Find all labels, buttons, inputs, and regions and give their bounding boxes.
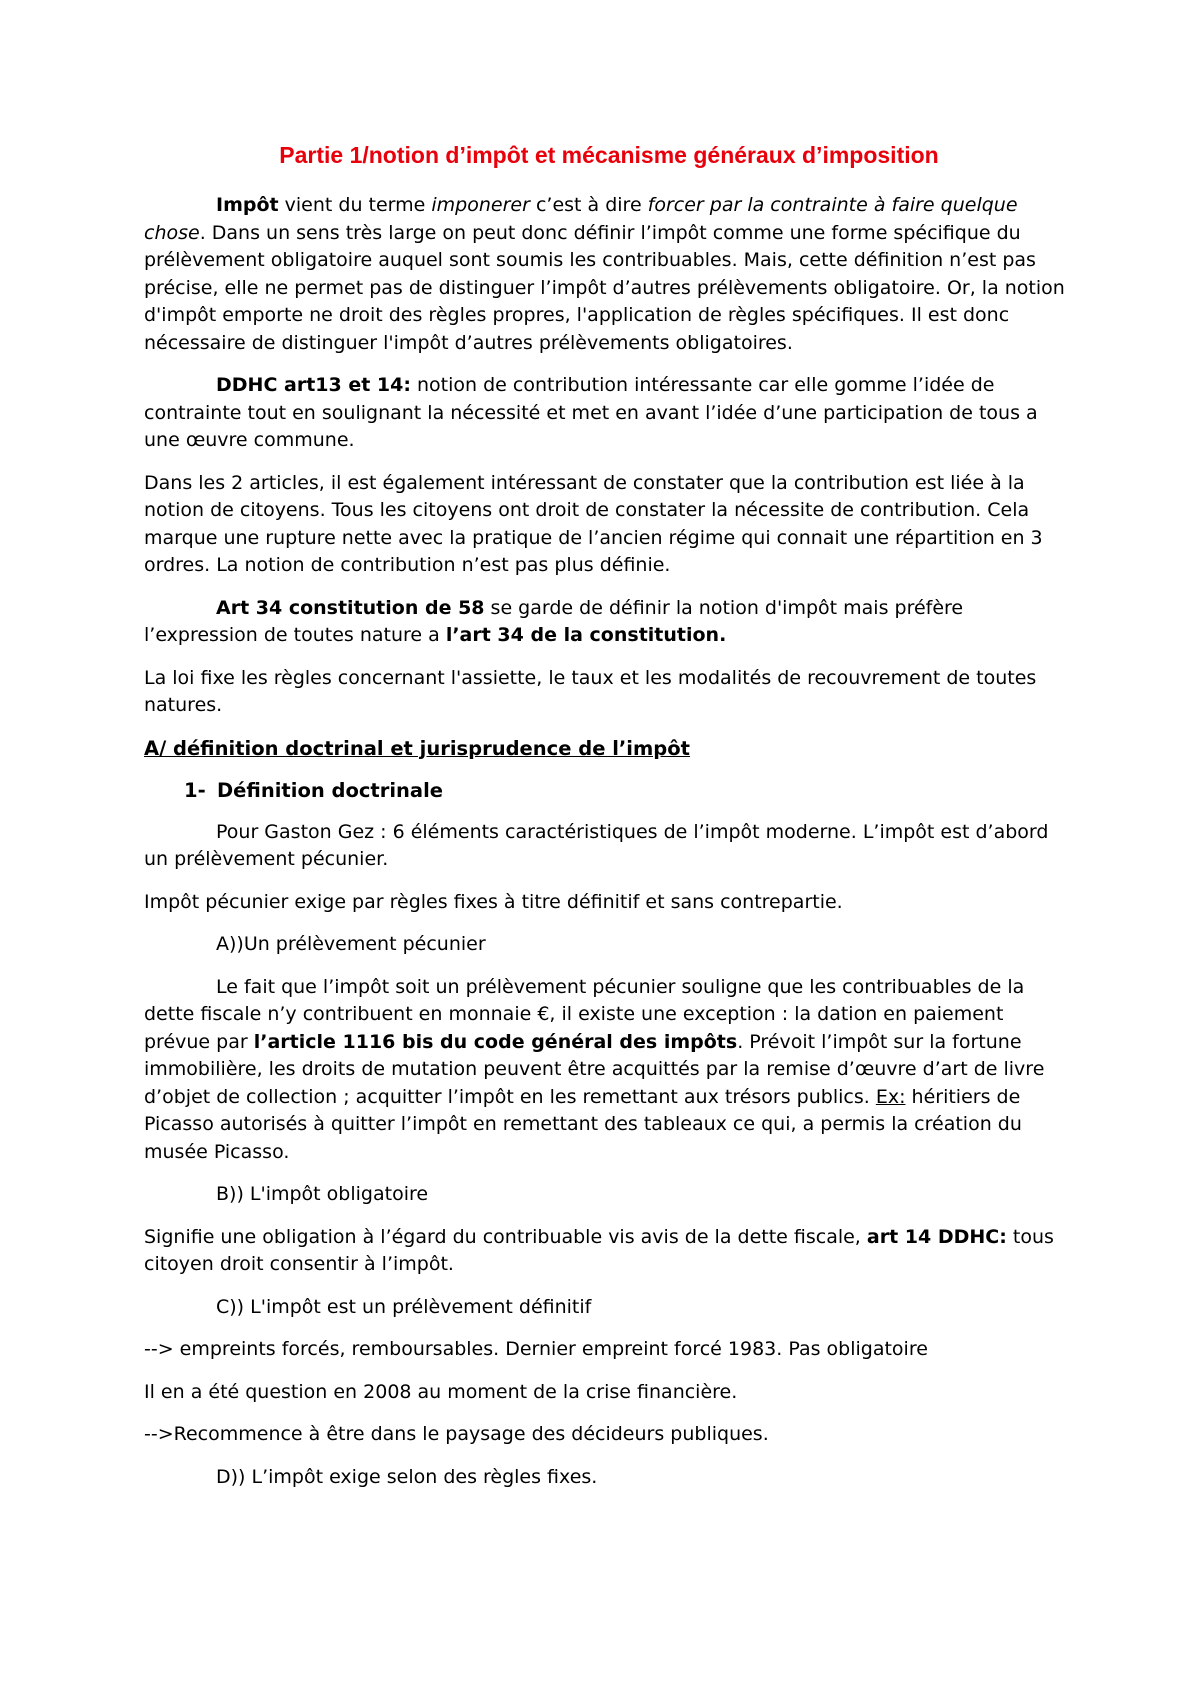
subsection-number: 1-: [184, 778, 206, 802]
paragraph-ddhc: DDHC art13 et 14: notion de contribution intéressante car elle gomme l’idée de contrainte tout en soulignant la nécessité et met en avant l’idée d’une participation de tous a une œuvre commune.: [144, 374, 1038, 451]
term-imponerer: imponerer: [431, 194, 530, 216]
ddhc-reference: DDHC art13 et 14:: [216, 374, 411, 396]
paragraph-loi: La loi fixe les règles concernant l'assiette, le taux et les modalités de recouvrement de toutes natures.: [144, 666, 1037, 716]
art34-reference: Art 34 constitution de 58: [216, 596, 485, 619]
term-impot: Impôt: [216, 194, 279, 216]
italic-definition: forcer par la contrainte à faire quelque chose: [144, 194, 1018, 244]
item-heading-c: C)) L'impôt est un prélèvement définitif: [216, 1295, 592, 1318]
paragraph-impot-pecunier: Impôt pécunier exige par règles fixes à titre définitif et sans contrepartie.: [144, 890, 843, 913]
art34-reference-2: l’art 34 de la constitution.: [445, 624, 727, 646]
paragraph-prelevement-pecunier: Le fait que l’impôt soit un prélèvement pécunier souligne que les contribuables de la dette fiscale n’y contribuent en monnaie €, il existe une exception : la dation en paiement prévue par l’article 1116 bis du code général des impôts. Prévoit l’impôt sur la fortune immobilière, les droits de mutation peuvent être acquittés par la remise d’œuvre d’art de livre d’objet de collection ; acquitter l’impôt en les remettant aux trésors publics. Ex: héritiers de Picasso autorisés à quitter l’impôt en remettant des tableaux ce qui, a permis la création du musée Picasso.: [144, 975, 1045, 1163]
art14-reference: art 14 DDHC:: [866, 1225, 1007, 1248]
paragraph-impot-definition: Impôt vient du terme imponerer c’est à dire forcer par la contrainte à faire quelque chose. Dans un sens très large on peut donc définir l’impôt comme une forme spécifique du prélèvement obligatoire auquel sont soumis les contribuables. Mais, cette définition n’est pas précise, elle ne permet pas de distinguer l’impôt d’autres prélèvements obligatoire. Or, la notion d'impôt emporte ne droit des règles propres, l'application de règles spécifiques. Il est donc nécessaire de distinguer l'impôt d’autres prélèvements obligatoires.: [144, 194, 1065, 354]
paragraph-2008: Il en a été question en 2008 au moment de la crise financière.: [144, 1380, 738, 1403]
example-label: Ex:: [875, 1085, 906, 1108]
subsection-heading-1: [184, 777, 1074, 804]
paragraph-obligation: Signifie une obligation à l’égard du contribuable vis avis de la dette fiscale, art 14 DDHC: tous citoyen droit consentir à l’impôt.: [144, 1225, 1054, 1275]
subsection-label: Définition doctrinale: [217, 778, 443, 802]
item-heading-a: A))Un prélèvement pécunier: [216, 933, 486, 955]
paragraph-two-articles: Dans les 2 articles, il est également intéressant de constater que la contribution est liée à la notion de citoyens. Tous les citoyens ont droit de constater la nécessite de contribution. Cela marque une rupture nette avec la pratique de l’ancien régime qui connait une répartition en 3 ordres. La notion de contribution n’est pas plus définie.: [144, 471, 1043, 576]
paragraph-art34: Art 34 constitution de 58 se garde de définir la notion d'impôt mais préfère l’expression de toutes nature a l’art 34 de la constitution.: [144, 596, 964, 646]
document-title: Partie 1/notion d’impôt et mécanisme généraux d’imposition: [279, 142, 939, 168]
document-body: [144, 140, 1074, 1506]
article-1116-reference: l’article 1116 bis du code général des impôts: [253, 1030, 738, 1053]
item-heading-b: B)) L'impôt obligatoire: [216, 1183, 429, 1205]
paragraph-recommence: -->Recommence à être dans le paysage des décideurs publiques.: [144, 1423, 769, 1445]
paragraph-gaston-gez: Pour Gaston Gez : 6 éléments caractéristiques de l’impôt moderne. L’impôt est d’abord un prélèvement pécunier.: [144, 820, 1049, 870]
section-heading-a: A/ définition doctrinal et jurisprudence de l’impôt: [144, 736, 690, 760]
paragraph-emprunts: --> empreints forcés, remboursables. Dernier empreint forcé 1983. Pas obligatoire: [144, 1338, 928, 1360]
item-heading-d: D)) L’impôt exige selon des règles fixes.: [216, 1465, 598, 1488]
